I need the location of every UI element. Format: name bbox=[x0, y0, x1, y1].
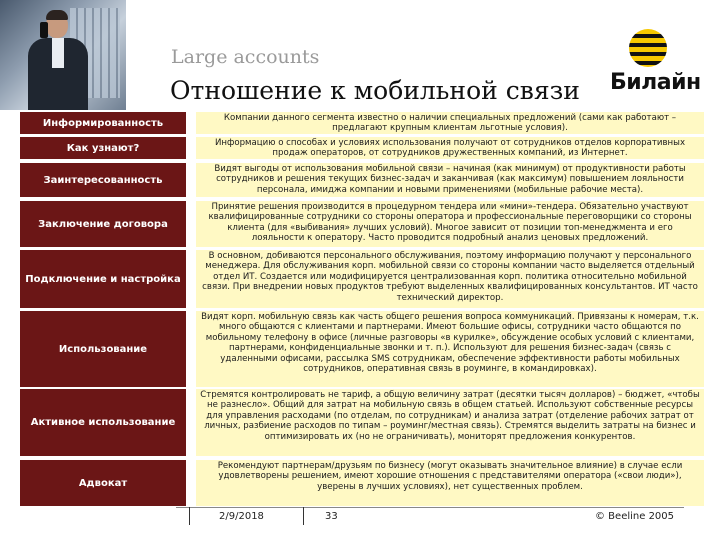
row-label: Заинтересованность bbox=[20, 163, 186, 197]
slide-subtitle: Large accounts bbox=[171, 46, 320, 68]
row-label: Адвокат bbox=[20, 460, 186, 506]
row-label: Как узнают? bbox=[20, 137, 186, 159]
footer-page-number: 33 bbox=[325, 511, 338, 522]
table-row bbox=[20, 112, 706, 136]
slide-title: Отношение к мобильной связи bbox=[170, 76, 580, 105]
row-text: Принятие решения производится в процедурном тендера или «мини»-тендера. Обязательно участвуют квалифицированные сотрудники со стороны оператора и профессиональные переговорщики со стороны клиента (для «выбивания» лучших условий). Многое зависит от позиции топ-менеджмента и его лояльности к оператору. Часто проводится подробный анализ ценовых предложений. bbox=[196, 201, 704, 247]
mobile-phone-icon bbox=[40, 22, 48, 38]
row-text: Видят выгоды от использования мобильной связи – начиная (как минимум) от продуктивности работы сотрудников и решения текущих бизнес-задач и заканчивая (как максимум) повышением лояльности персонала, имиджа компании и новыми применениями (мобильные рабочие места). bbox=[196, 163, 704, 197]
table-row bbox=[20, 250, 706, 310]
footer-separator bbox=[303, 507, 304, 525]
row-label: Использование bbox=[20, 311, 186, 387]
row-text: В основном, добиваются персонального обслуживания, поэтому информацию получают у персонального менеджера. Для обслуживания корп. мобильной связи со стороны компании часто выделяется отдельный отдел ИТ. Создается или модифицируется централизованная корп. политика относительно мобильной связи. При внедрении новых продуктов требуют выделенных квалифицированных консультантов. ИТ часто технический директор. bbox=[196, 250, 704, 308]
row-label: Информированность bbox=[20, 112, 186, 134]
table-row bbox=[20, 389, 706, 457]
person-hair bbox=[46, 10, 68, 20]
beeline-logo-text: Билайн bbox=[610, 70, 701, 95]
footer-copyright: © Beeline 2005 bbox=[595, 511, 675, 522]
header-photo bbox=[0, 0, 126, 110]
table-row bbox=[20, 460, 706, 508]
table-row bbox=[20, 201, 706, 248]
row-label: Заключение договора bbox=[20, 201, 186, 247]
row-label: Активное использование bbox=[20, 389, 186, 456]
person-shirt bbox=[52, 38, 64, 68]
footer-separator bbox=[189, 507, 190, 525]
beeline-logo-icon bbox=[629, 29, 667, 67]
footer-divider bbox=[176, 507, 684, 508]
row-text: Информацию о способах и условиях использования получают от сотрудников отделов корпоративных продаж операторов, от сотрудников дружественных компаний, из Интернет. bbox=[196, 137, 704, 159]
footer-date: 2/9/2018 bbox=[219, 511, 264, 522]
row-text: Видят корп. мобильную связь как часть общего решения вопроса коммуникаций. Привязаны к номерам, т.к. много общаются с клиентами и партнерами. Имеют большие офисы, сотрудники часто общаются по мобильному телефону в офисе (личные разговоры «в курилке», обсуждение особых условий с клиентами, партнерами, конфиденциальные звонки и т. п.). Используют для решения бизнес-задач (связь с удаленными офисами, рассылка SMS сотрудникам, обеспечение эффективности работы мобильных сотрудников, оперативная связь в роуминге, в командировках). bbox=[196, 311, 704, 387]
row-text: Стремятся контролировать не тариф, а общую величину затрат (десятки тысяч долларов) – бюджет, «чтобы не разнесло». Общий для затрат на мобильную связь в общем статьей. Используют собственные ресурсы для управления расходами (по отделам, по сотрудникам) и анализа затрат (отделение рабочих затрат от личных, разбиение расходов по типам – роуминг/местная связь). Стремятся выделить затраты на бизнес и оптимизировать их (но не ограничивать), мониторят предложения конкурентов. bbox=[196, 389, 704, 456]
table-row bbox=[20, 311, 706, 388]
table-row bbox=[20, 163, 706, 199]
row-label: Подключение и настройка bbox=[20, 250, 186, 308]
row-text: Рекомендуют партнерам/друзьям по бизнесу (могут оказывать значительное влияние) в случае если удовлетворены решением, имеют хорошие отношения с представителями оператора («свои люди»), уверены в лучших условиях), нет существенных проблем. bbox=[196, 460, 704, 506]
row-text: Компании данного сегмента известно о наличии специальных предложений (сами как работают – предлагают крупным клиентам льготные условия). bbox=[196, 112, 704, 134]
table-row bbox=[20, 137, 706, 161]
